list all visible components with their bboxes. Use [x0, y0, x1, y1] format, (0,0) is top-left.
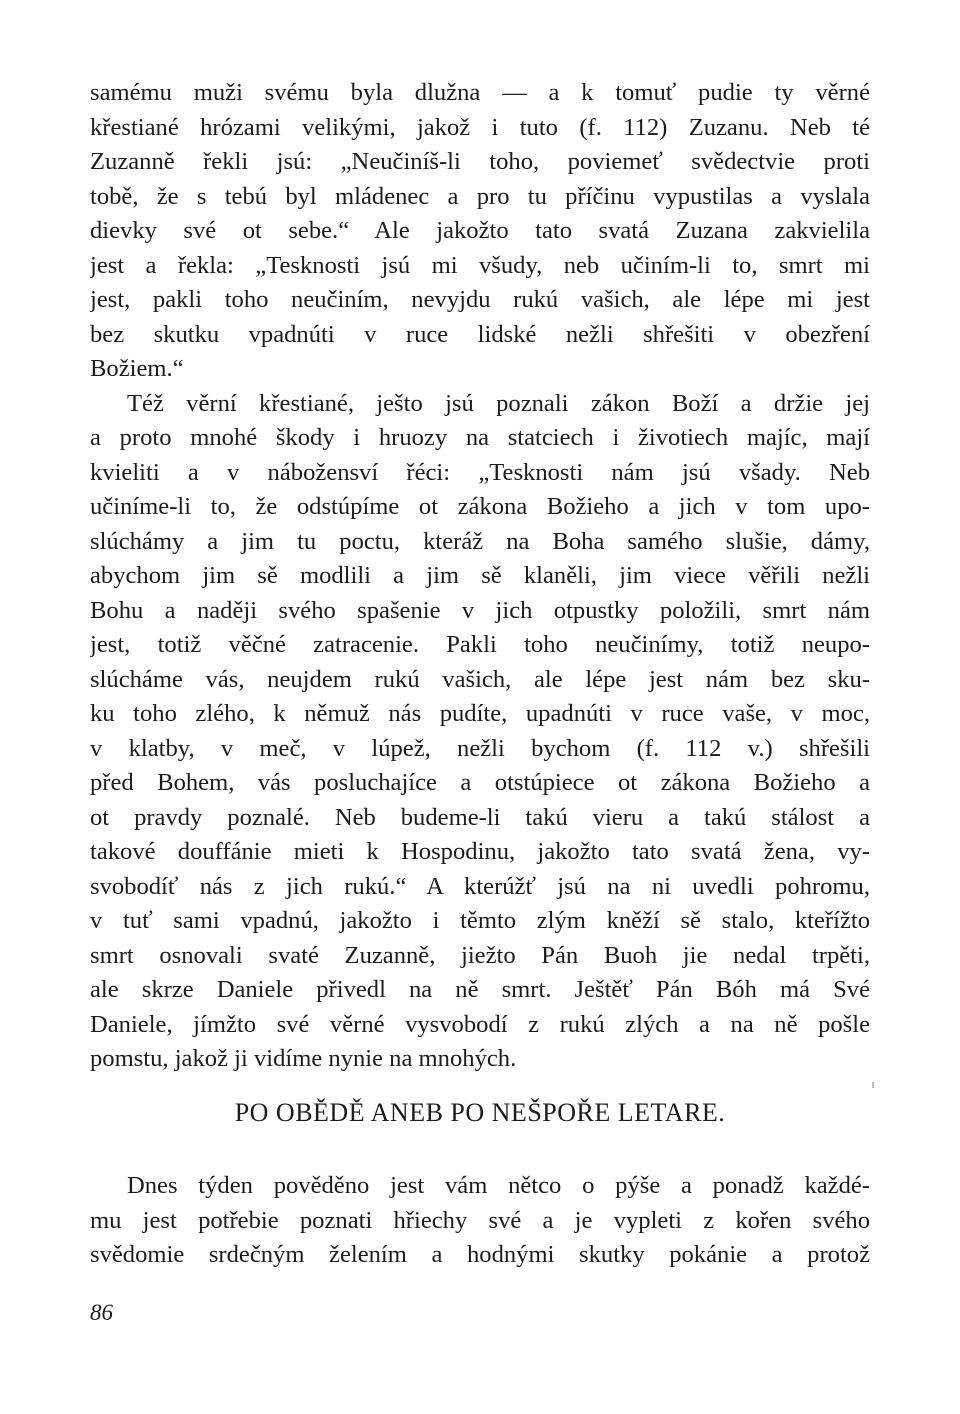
section-heading: PO OBĚDĚ ANEB PO NEŠPOŘE LETARE. — [234, 1098, 726, 1127]
text-line: křestiané hrózami velikými, jakož i tuto (f. 112) Zuzanu. Neb té — [90, 113, 870, 141]
text-line: samému muži svému byla dlužna — a k tomuť pudie ty věrné — [90, 79, 870, 106]
text-line: ale skrze Daniele přivedl na ně smrt. Ještěť Pán Bóh má Své — [90, 976, 870, 1003]
text-line: v tuť sami vpadnú, jakožto i těmto zlým kněží sě stalo, kteřížto — [90, 907, 870, 934]
paragraph-susanna — [90, 76, 870, 387]
text-line: v klatby, v meč, v lúpež, nežli bychom (f. 112 v.) shřešili — [90, 734, 870, 762]
body-text-bottom — [90, 1169, 870, 1273]
text-line: Božiem.“ — [90, 355, 184, 382]
text-line: tobě, že s tebú byl mládenec a pro tu příčinu vypustilas a vyslala — [90, 182, 870, 210]
text-line: abychom jim sě modlili a jim sě klaněli, jim viece věřili nežli — [90, 562, 870, 589]
paragraph-faithful-christians — [90, 387, 870, 1077]
text-line: Dnes týden pověděno jest vám nětco o pýše a ponadž každé- — [127, 1172, 870, 1199]
text-line: dievky své ot sebe.“ Ale jakožto tato svatá Zuzana zakvielila — [90, 217, 870, 244]
text-line: Též věrní křestiané, ješto jsú poznali zákon Boží a držie jej — [127, 389, 870, 417]
text-line: svobodíť nás z jich rukú.“ A kterúžť jsú na ni uvedli pohromu, — [90, 872, 870, 900]
text-line: Zuzanně řekli jsú: „Neučiníš-li toho, poviemeť svědectvie proti — [90, 148, 870, 175]
text-line: takové douffánie mieti k Hospodinu, jakožto tato svatá žena, vy- — [90, 838, 870, 865]
body-text-top — [90, 76, 870, 1077]
text-line: jest, pakli toho neučiním, nevyjdu rukú vašich, ale lépe mi jest — [90, 286, 870, 313]
text-line: Bohu a naději svého spašenie v jich otpustky položili, smrt nám — [90, 596, 870, 624]
text-line: jest, totiž věčné zatracenie. Pakli toho neučinímy, totiž neupo- — [90, 631, 870, 658]
text-line: Daniele, jímžto své věrné vysvobodí z rukú zlých a na ně pošle — [90, 1010, 870, 1038]
text-line: před Bohem, vás posluchajíce a otstúpiece ot zákona Božieho a — [90, 769, 870, 796]
text-line: jest a řekla: „Tesknosti jsú mi všudy, neb učiním-li to, smrt mi — [90, 251, 870, 279]
text-line: mu jest potřebie poznati hřiechy své a je vypleti z kořen svého — [90, 1206, 870, 1234]
text-line: svědomie srdečným želením a hodnými skutky pokánie a protož — [90, 1241, 870, 1268]
text-line: bez skutku vpadnúti v ruce lidské nežli shřešiti v obezření — [90, 320, 870, 348]
margin-mark — [872, 1082, 874, 1088]
text-line: slúcháme vás, neujdem rukú vašich, ale lépe jest nám bez sku- — [90, 665, 870, 693]
text-line: smrt osnovali svaté Zuzanně, jiežto Pán Buoh jie nedal trpěti, — [90, 941, 870, 969]
text-line: kvieliti a v nábožensví řéci: „Tesknosti nám jsú všady. Neb — [90, 458, 870, 486]
text-line: slúchámy a jim tu poctu, kteráž na Boha samého slušie, dámy, — [90, 527, 870, 555]
page-number: 86 — [90, 1300, 113, 1325]
text-line: učiníme-li to, že odstúpíme ot zákona Božieho a jich v tom upo- — [90, 493, 870, 520]
text-line: a proto mnohé škody i hruozy na statciech i životiech majíc, mají — [90, 424, 870, 451]
text-line: ot pravdy poznalé. Neb budeme-li takú vieru a takú stálost a — [90, 803, 870, 831]
paragraph-sermon-intro — [90, 1169, 870, 1273]
text-line: pomstu, jakož ji vidíme nynie na mnohých. — [90, 1045, 517, 1072]
text-line: ku toho zlého, k němuž nás pudíte, upadnúti v ruce vaše, v moc, — [90, 700, 870, 727]
